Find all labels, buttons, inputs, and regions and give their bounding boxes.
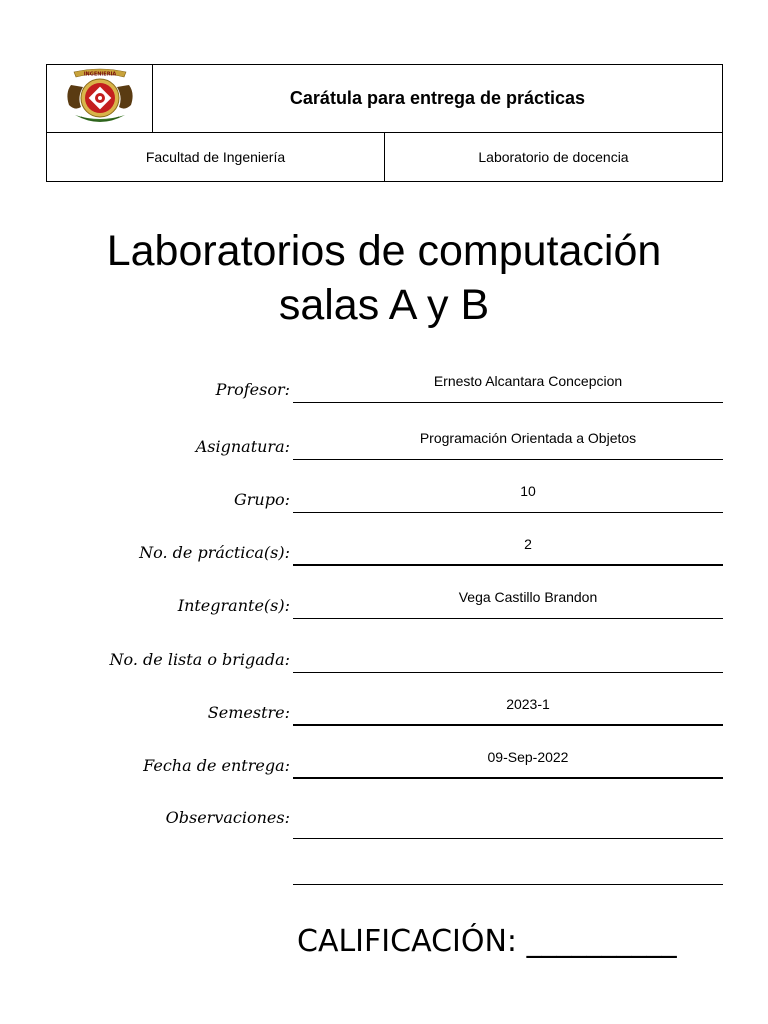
header-info-row <box>47 132 722 181</box>
practica-line <box>293 564 723 566</box>
lista-label: No. de lista o brigada: <box>109 650 290 669</box>
faculty-logo-icon <box>47 65 153 132</box>
integrantes-label: Integrante(s): <box>177 596 290 615</box>
page-title-line1: Laboratorios de computación <box>106 227 662 275</box>
lab-name: Laboratorio de docencia <box>478 149 629 165</box>
asignatura-row <box>0 420 768 460</box>
practica-value: 2 <box>524 536 532 552</box>
profesor-line <box>293 402 723 403</box>
grupo-row <box>0 473 768 513</box>
profesor-label: Profesor: <box>215 380 290 399</box>
grade-label: CALIFICACIÓN: __________ <box>297 924 677 959</box>
semestre-line <box>293 724 723 726</box>
semestre-row <box>0 686 768 726</box>
semestre-label: Semestre: <box>207 703 290 722</box>
logo-cell <box>47 65 153 132</box>
logo-banner-text: INGENIERIA <box>83 71 117 78</box>
header-title: Carátula para entrega de prácticas <box>289 88 586 108</box>
header-table <box>46 64 723 182</box>
observaciones-row <box>0 799 768 839</box>
integrantes-value: Vega Castillo Brandon <box>458 589 598 605</box>
observaciones-line <box>293 838 723 839</box>
integrantes-line <box>293 618 723 619</box>
grupo-value: 10 <box>520 483 536 499</box>
fecha-value: 09-Sep-2022 <box>487 749 569 765</box>
fecha-line <box>293 777 723 779</box>
asignatura-line <box>293 459 723 460</box>
lista-line <box>293 672 723 673</box>
page-title <box>0 224 768 332</box>
profesor-value: Ernesto Alcantara Concepcion <box>433 373 623 389</box>
asignatura-label: Asignatura: <box>195 437 290 456</box>
grupo-label: Grupo: <box>234 490 290 509</box>
faculty-name: Facultad de Ingeniería <box>47 133 385 181</box>
semestre-value: 2023-1 <box>506 696 550 712</box>
observaciones-extra-line <box>293 884 723 885</box>
lista-row <box>0 633 768 673</box>
practica-label: No. de práctica(s): <box>139 543 290 562</box>
integrantes-row <box>0 579 768 619</box>
asignatura-value: Programación Orientada a Objetos <box>419 430 637 446</box>
page-title-line2: salas A y B <box>278 281 490 329</box>
grupo-line <box>293 512 723 513</box>
profesor-row <box>0 363 768 403</box>
practica-row <box>0 526 768 566</box>
fecha-label: Fecha de entrega: <box>143 756 290 775</box>
fecha-row <box>0 739 768 779</box>
observaciones-label: Observaciones: <box>165 808 290 827</box>
